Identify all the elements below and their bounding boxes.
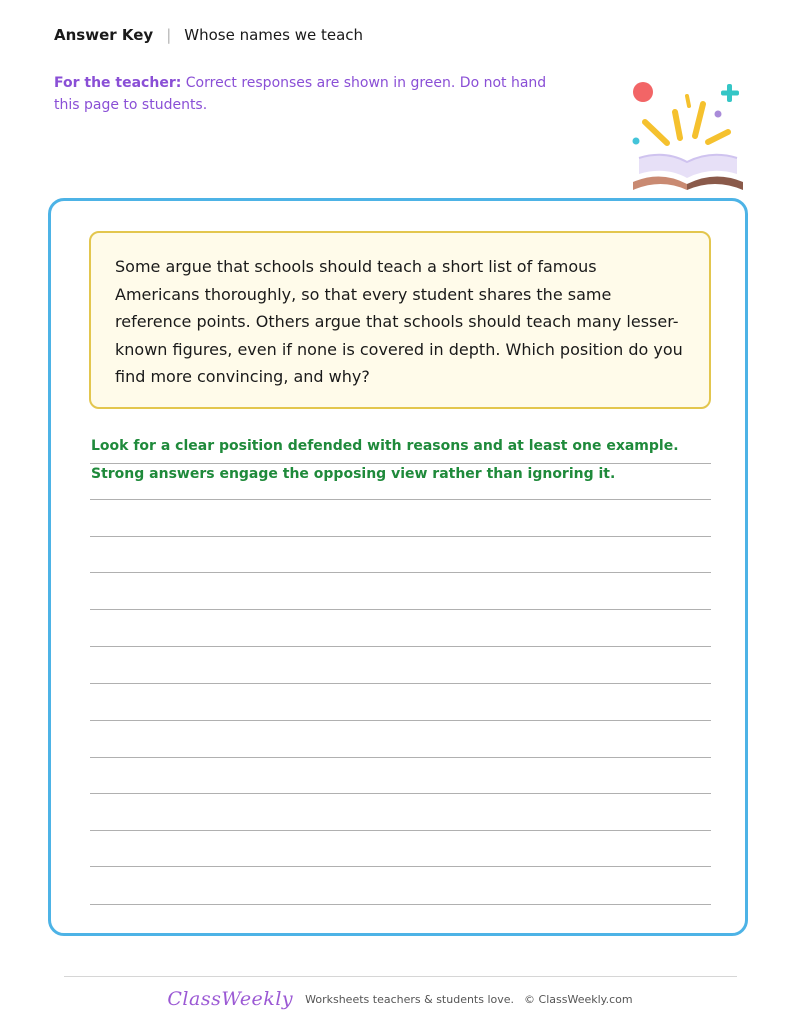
footer-copyright: © ClassWeekly.com (524, 992, 633, 1006)
teacher-note (54, 72, 564, 116)
brand-logo: ClassWeekly (167, 988, 294, 1010)
answer-line (90, 683, 711, 684)
footer-tagline: Worksheets teachers & students love. (305, 992, 515, 1006)
answer-line (90, 609, 711, 610)
answer-line (90, 793, 711, 794)
page-header (54, 26, 363, 44)
answer-line (90, 904, 711, 905)
answer-line (90, 499, 711, 500)
answer-line (90, 757, 711, 758)
answer-line (90, 646, 711, 647)
answer-line (90, 463, 711, 464)
teacher-note-lead: For the teacher: (54, 75, 182, 91)
prompt-text: Some argue that schools should teach a short list of famous Americans thoroughly, so that every student shares the same reference points. Others argue that schools should teach many lesser-known figures, even if none is covered in depth. Which position do you find more convincing, and why? (115, 257, 683, 386)
header-separator: | (166, 26, 172, 44)
answer-key-label: Answer Key (54, 26, 154, 44)
answer-line (90, 830, 711, 831)
open-book-with-sparkles-icon (625, 78, 750, 198)
answer-text: Look for a clear position defended with reasons and at least one example. Strong answers engage the opposing view rather than ignoring it. (91, 438, 679, 482)
page-footer (0, 988, 800, 1010)
answer-line (90, 720, 711, 721)
teacher-note-text: Correct responses are shown in green. Do not hand this page to students. (54, 75, 547, 113)
answer-line (90, 572, 711, 573)
answer-line (90, 866, 711, 867)
footer-divider (64, 976, 737, 977)
worksheet-title: Whose names we teach (184, 26, 364, 44)
answer-line (90, 536, 711, 537)
prompt-box (89, 231, 711, 409)
